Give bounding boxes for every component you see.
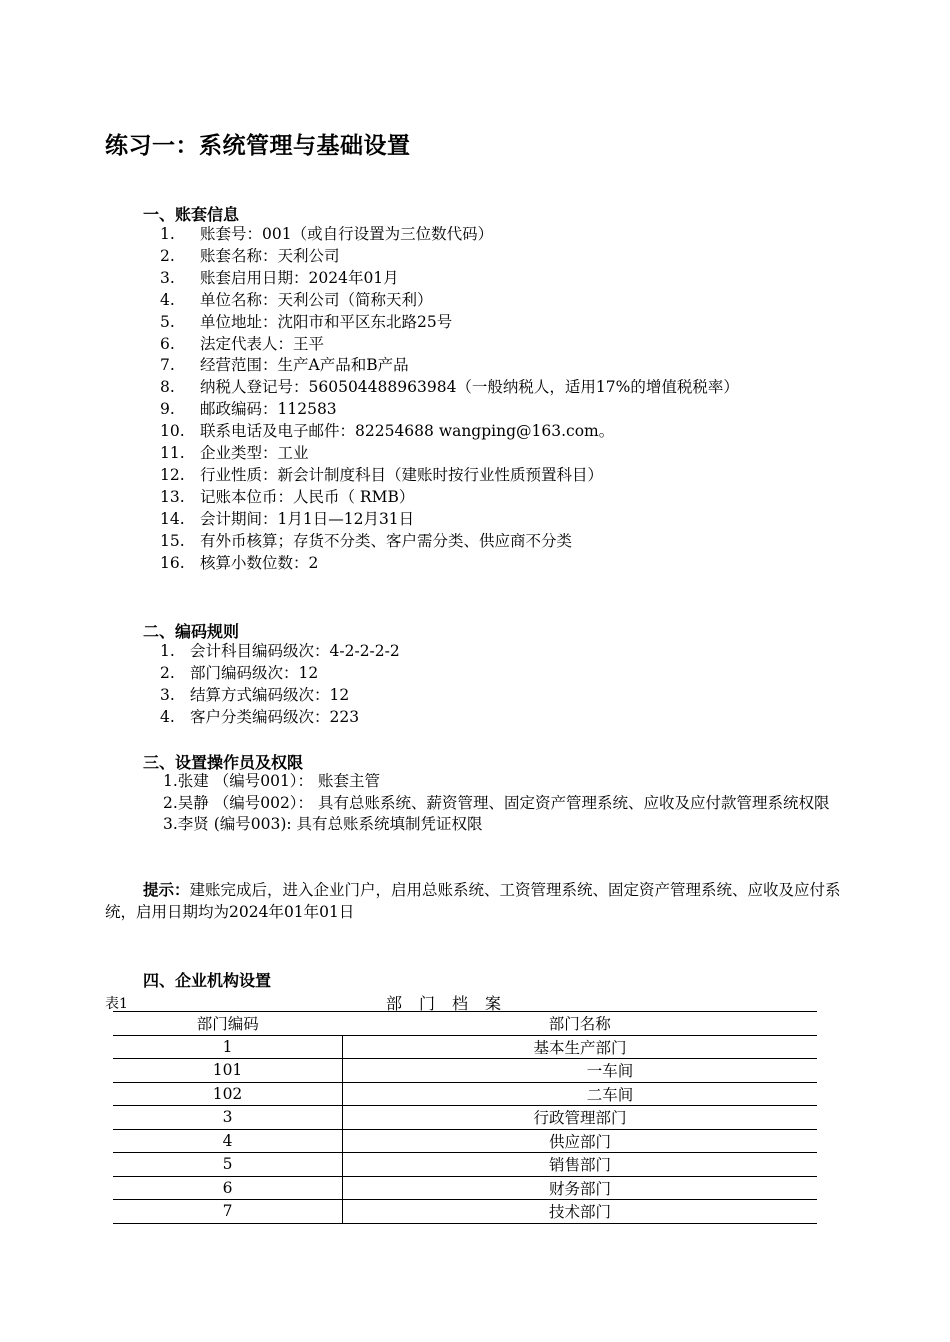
list-item: 3.李贤 (编号003): 具有总账系统填制凭证权限 xyxy=(163,815,483,833)
tip-paragraph xyxy=(105,880,850,923)
list-item: 3. 账套启用日期：2024年01月 xyxy=(160,268,399,287)
list-item: 14. 会计期间：1月1日—12月31日 xyxy=(160,509,415,528)
table-row: 6 财务部门 xyxy=(113,1176,817,1200)
list-item: 11. 企业类型：工业 xyxy=(160,444,309,463)
coding-rules-list xyxy=(160,641,400,729)
account-info-list xyxy=(160,224,739,575)
operators-list xyxy=(105,771,850,836)
table-row: 102 二车间 xyxy=(113,1082,817,1106)
list-item: 5. 单位地址：沈阳市和平区东北路25号 xyxy=(160,312,453,331)
list-item: 12. 行业性质：新会计制度科目（建账时按行业性质预置科目） xyxy=(160,465,604,484)
list-item: 6. 法定代表人：王平 xyxy=(160,334,325,353)
list-item: 1. 会计科目编码级次：4-2-2-2-2 xyxy=(160,642,400,660)
table-row: 101 一车间 xyxy=(113,1059,817,1083)
table-label: 表1 xyxy=(105,996,128,1012)
department-table xyxy=(113,1011,817,1224)
list-item: 2.吴静 （编号002）： 具有总账系统、薪资管理、固定资产管理系统、应收及应付款管理系统权限 xyxy=(163,793,830,812)
list-item: 13. 记账本位币：人民币（ RMB） xyxy=(160,487,415,506)
section-heading-org-setup: 四、企业机构设置 xyxy=(143,971,272,990)
list-item: 8. 纳税人登记号：560504488963984（一般纳税人，适用17%的增值税税率） xyxy=(160,378,739,397)
table-row: 4 供应部门 xyxy=(113,1129,817,1153)
list-item: 16. 核算小数位数：2 xyxy=(160,553,319,572)
table-row: 3 行政管理部门 xyxy=(113,1106,817,1130)
section-heading-coding-rules: 二、编码规则 xyxy=(143,622,240,641)
table-row: 7 技术部门 xyxy=(113,1200,817,1224)
section-heading-account-info: 一、账套信息 xyxy=(143,205,240,224)
tip-text: 建账完成后，进入企业门户，启用总账系统、工资管理系统、固定资产管理系统、应收及应付系统，启用日期均为2024年01年01日 xyxy=(105,881,841,921)
table-header-row xyxy=(113,1012,817,1036)
list-item: 2. 账套名称：天利公司 xyxy=(160,246,340,265)
list-item: 4. 客户分类编码级次：223 xyxy=(160,707,360,726)
table-row: 5 销售部门 xyxy=(113,1153,817,1177)
list-item: 10. 联系电话及电子邮件：82254688 wangping@163.com。 xyxy=(160,422,615,441)
page-title: 练习一：系统管理与基础设置 xyxy=(105,133,411,159)
table-row: 1 基本生产部门 xyxy=(113,1035,817,1059)
table-caption: 部 门 档 案 xyxy=(386,994,505,1013)
list-item: 9. 邮政编码：112583 xyxy=(160,400,337,419)
list-item: 1.张建 （编号001）： 账套主管 xyxy=(163,772,380,790)
tip-label: 提示： xyxy=(143,881,190,899)
list-item: 3. 结算方式编码级次：12 xyxy=(160,685,350,704)
list-item: 1. 账套号：001（或自行设置为三位数代码） xyxy=(160,225,494,243)
column-header-code: 部门编码 xyxy=(113,1012,343,1036)
column-header-name: 部门名称 xyxy=(343,1012,818,1036)
list-item: 4. 单位名称：天利公司（简称天利） xyxy=(160,290,433,309)
section-heading-operators: 三、设置操作员及权限 xyxy=(143,753,304,772)
list-item: 2. 部门编码级次：12 xyxy=(160,663,319,682)
list-item: 15. 有外币核算；存货不分类、客户需分类、供应商不分类 xyxy=(160,531,573,550)
list-item: 7. 经营范围：生产A产品和B产品 xyxy=(160,356,409,375)
